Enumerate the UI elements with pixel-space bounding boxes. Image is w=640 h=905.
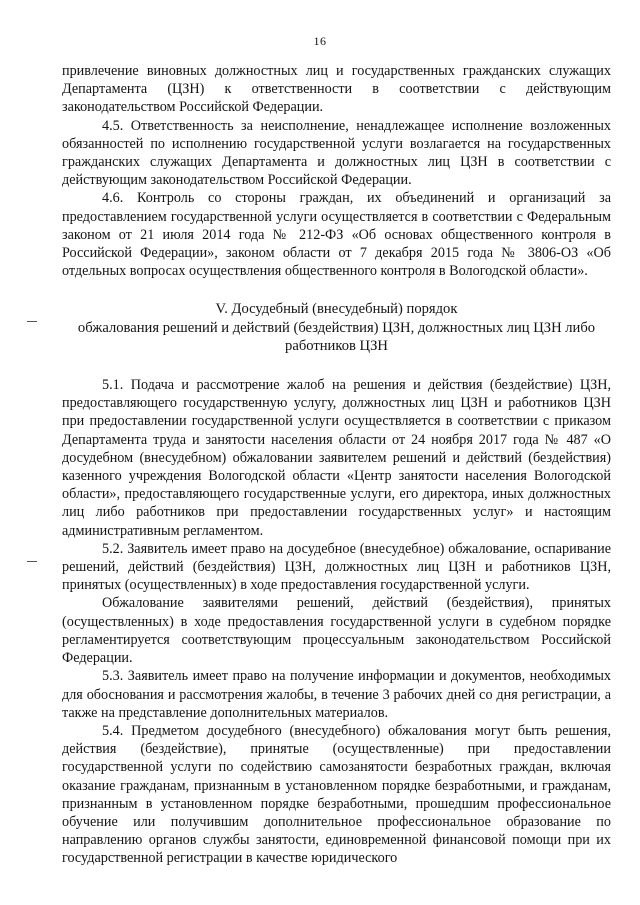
paragraph-5-4: 5.4. Предметом досудебного (внесудебного) обжалования могут быть решения, действия (бездействие), принятые (осуществленные) при предоставлении государственной услуги по содействию самозанятости безработных граждан, включая оказание гражданам, признанным в установленном порядке безработными, и гражданам, признанным в установленном порядке безработными, прошедшим профессиональное обучение или получившим дополнительное профессиональное образование по направлению органов службы занятости, единовременной финансовой помощи при их государственной регистрации в качестве юридического [62, 722, 611, 867]
margin-mark-top [27, 321, 37, 322]
paragraph-4-5: 4.5. Ответственность за неисполнение, ненадлежащее исполнение возложенных обязанностей по исполнению государственной услуги возлагается на государственных гражданских служащих Департамента и должностных лиц ЦЗН в соответствии с действующим законодательством Российской Федерации. [62, 117, 611, 189]
paragraph-4-6: 4.6. Контроль со стороны граждан, их объединений и организаций за предоставлением государственной услуги осуществляется в соответствии с Федеральным законом от 21 июля 2014 года № 212-ФЗ «Об основах общественного контроля в Российской Федерации», законом области от 7 декабря 2015 года № 3806-ОЗ «Об отдельных вопросах осуществления общественного контроля в Вологодской области». [62, 190, 611, 280]
page-number: 16 [313, 34, 327, 48]
paragraph-5-3: 5.3. Заявитель имеет право на получение информации и документов, необходимых для обоснования и рассмотрения жалобы, в течение 3 рабочих дней со дня регистрации, а также на представление дополнительных материалов. [62, 668, 611, 721]
section-heading-line1: V. Досудебный (внесудебный) порядок [215, 301, 458, 318]
margin-mark-middle [27, 561, 37, 562]
section-heading-line2: обжалования решений и действий (бездействия) ЦЗН, должностных лиц ЦЗН либо работников ЦЗН [77, 319, 596, 354]
paragraph-5-2-continued: Обжалование заявителями решений, действий (бездействия), принятых (осуществленных) в ходе предоставления государственной услуги в судебном порядке регламентируется соответствующим процессуальным законодательством Российской Федерации. [62, 595, 611, 667]
section-heading [62, 300, 611, 355]
paragraph-5-2: 5.2. Заявитель имеет право на досудебное (внесудебное) обжалование, оспаривание решений, действий (бездействия) ЦЗН, должностных лиц ЦЗН и работников ЦЗН, принятых (осуществленных) в ходе предоставления государственной услуги. [62, 540, 611, 594]
paragraph-5-1: 5.1. Подача и рассмотрение жалоб на решения и действия (бездействие) ЦЗН, предоставляющего государственную услугу, должностных лиц ЦЗН и работников ЦЗН при предоставлении государственной услуги осуществляется в соответствии с приказом Департамента труда и занятости населения области от 24 ноября 2017 года № 487 «О досудебном (внесудебном) обжаловании заявителем решений и действий (бездействия) казенного учреждения Вологодской области «Центр занятости населения Вологодской области», предоставляющего государственные услуги, его директора, иных должностных лиц либо работников при предоставлении государственных услуг» и настоящим административным регламентом. [62, 377, 611, 539]
document-body [62, 62, 611, 868]
paragraph-continuation: привлечение виновных должностных лиц и государственных гражданских служащих Департамента (ЦЗН) к ответственности в соответствии с действующим законодательством Российской Федерации. [62, 63, 611, 116]
